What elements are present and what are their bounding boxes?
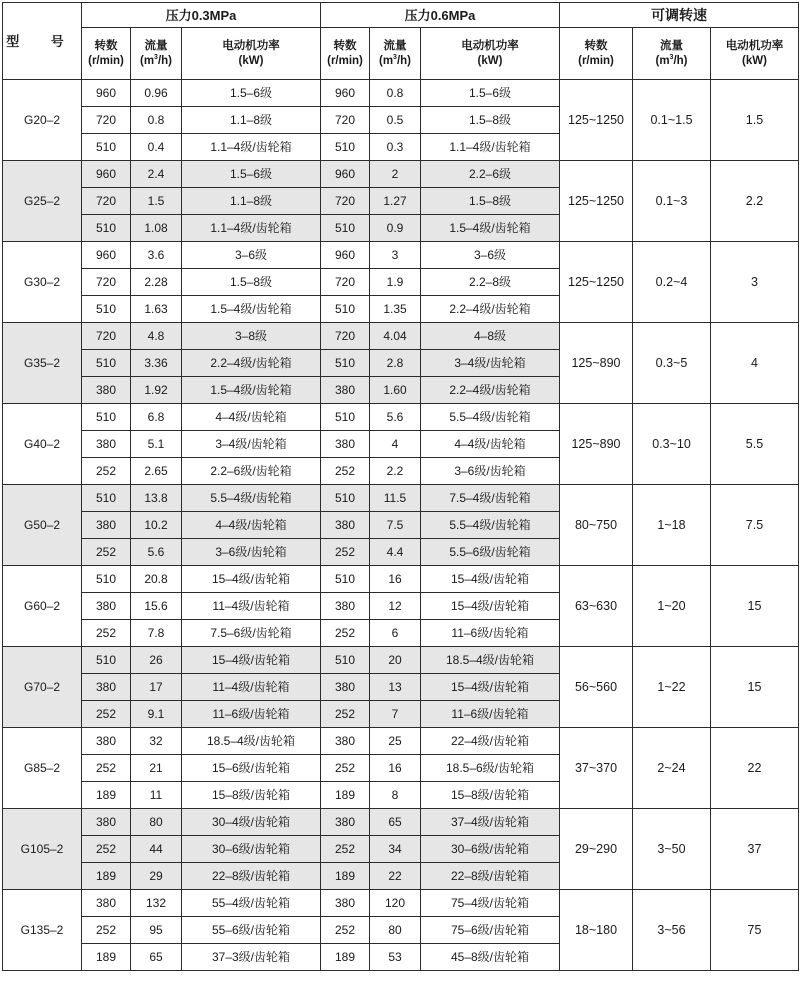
flow-cell: 4.4	[370, 539, 421, 566]
speed-cell: 189	[321, 782, 370, 809]
model-name: G35–2	[3, 323, 82, 404]
motor-power-cell: 22	[711, 728, 799, 809]
speed-cell: 380	[82, 377, 131, 404]
flow-cell: 80	[131, 809, 182, 836]
adjustable-flow-cell: 1~22	[633, 647, 711, 728]
power-cell: 1.5–4级/齿轮箱	[182, 377, 321, 404]
power-cell: 2.2–4级/齿轮箱	[421, 377, 560, 404]
speed-cell: 510	[321, 566, 370, 593]
speed-cell: 960	[82, 80, 131, 107]
speed-cell: 380	[321, 593, 370, 620]
speed-cell: 380	[321, 674, 370, 701]
flow-cell: 0.96	[131, 80, 182, 107]
speed-cell: 189	[82, 863, 131, 890]
flow-cell: 3.36	[131, 350, 182, 377]
adjustable-flow-cell: 1~20	[633, 566, 711, 647]
flow-cell: 6	[370, 620, 421, 647]
flow-cell: 2.4	[131, 161, 182, 188]
power-cell: 11–6级/齿轮箱	[421, 620, 560, 647]
speed-cell: 380	[321, 809, 370, 836]
speed-cell: 720	[321, 269, 370, 296]
adjustable-flow-cell: 0.3~5	[633, 323, 711, 404]
flow-cell: 7.8	[131, 620, 182, 647]
speed-cell: 380	[82, 512, 131, 539]
model-name: G60–2	[3, 566, 82, 647]
power-cell: 1.1–4级/齿轮箱	[421, 134, 560, 161]
speed-cell: 380	[82, 728, 131, 755]
speed-cell: 252	[82, 755, 131, 782]
flow-cell: 11	[131, 782, 182, 809]
model-group	[3, 890, 799, 971]
motor-power-cell: 75	[711, 890, 799, 971]
flow-cell: 5.6	[370, 404, 421, 431]
power-cell: 30–6级/齿轮箱	[421, 836, 560, 863]
flow-cell: 34	[370, 836, 421, 863]
adjustable-speed-cell: 63~630	[560, 566, 633, 647]
flow-header: 流量 $(m^3/h)$	[131, 28, 182, 80]
flow-cell: 9.1	[131, 701, 182, 728]
motor-power-cell: 37	[711, 809, 799, 890]
speed-cell: 960	[321, 161, 370, 188]
adjustable-flow-cell: 0.3~10	[633, 404, 711, 485]
adjustable-flow-cell: 0.1~3	[633, 161, 711, 242]
speed-cell: 720	[321, 107, 370, 134]
speed-cell: 510	[321, 404, 370, 431]
speed-cell: 510	[321, 350, 370, 377]
motor-power-cell: 2.2	[711, 161, 799, 242]
speed-cell: 510	[82, 566, 131, 593]
power-cell: 5.5–4级/齿轮箱	[182, 485, 321, 512]
speed-cell: 380	[321, 377, 370, 404]
pressure-0.6-header: 压力0.6MPa	[321, 3, 560, 28]
speed-cell: 510	[82, 134, 131, 161]
power-cell: 1.1–8级	[182, 188, 321, 215]
speed-cell: 380	[82, 674, 131, 701]
speed-cell: 510	[321, 296, 370, 323]
adjustable-speed-cell: 125~890	[560, 404, 633, 485]
model-column-header: 型 号	[3, 3, 82, 80]
power-cell: 5.5–4级/齿轮箱	[421, 404, 560, 431]
adjustable-speed-cell: 80~750	[560, 485, 633, 566]
flow-cell: 2.28	[131, 269, 182, 296]
flow-cell: 16	[370, 755, 421, 782]
flow-cell: 80	[370, 917, 421, 944]
speed-cell: 380	[321, 728, 370, 755]
model-group	[3, 809, 799, 890]
power-cell: 3–6级	[182, 242, 321, 269]
flow-cell: 32	[131, 728, 182, 755]
power-cell: 4–4级/齿轮箱	[182, 404, 321, 431]
speed-cell: 510	[321, 485, 370, 512]
flow-cell: 26	[131, 647, 182, 674]
power-cell: 15–8级/齿轮箱	[421, 782, 560, 809]
speed-cell: 252	[82, 701, 131, 728]
flow-cell: 12	[370, 593, 421, 620]
flow-cell: 7.5	[370, 512, 421, 539]
flow-cell: 13.8	[131, 485, 182, 512]
model-name: G135–2	[3, 890, 82, 971]
speed-cell: 510	[82, 485, 131, 512]
model-group	[3, 242, 799, 323]
power-cell: 1.1–8级	[182, 107, 321, 134]
motor-power-header: 电动机功率 (kW)	[711, 28, 799, 80]
motor-power-cell: 15	[711, 647, 799, 728]
speed-cell: 252	[321, 917, 370, 944]
power-cell: 45–8级/齿轮箱	[421, 944, 560, 971]
flow-cell: 4.8	[131, 323, 182, 350]
speed-cell: 510	[82, 215, 131, 242]
power-cell: 1.1–4级/齿轮箱	[182, 215, 321, 242]
adjustable-flow-cell: 2~24	[633, 728, 711, 809]
speed-cell: 252	[321, 755, 370, 782]
model-group	[3, 728, 799, 809]
power-cell: 18.5–6级/齿轮箱	[421, 755, 560, 782]
motor-power-cell: 7.5	[711, 485, 799, 566]
model-group	[3, 566, 799, 647]
flow-cell: 1.08	[131, 215, 182, 242]
power-cell: 15–4级/齿轮箱	[182, 647, 321, 674]
power-cell: 30–4级/齿轮箱	[182, 809, 321, 836]
power-cell: 30–6级/齿轮箱	[182, 836, 321, 863]
speed-cell: 720	[82, 107, 131, 134]
speed-cell: 720	[82, 269, 131, 296]
power-cell: 1.1–4级/齿轮箱	[182, 134, 321, 161]
flow-cell: 8	[370, 782, 421, 809]
power-cell: 18.5–4级/齿轮箱	[421, 647, 560, 674]
flow-cell: 132	[131, 890, 182, 917]
flow-cell: 1.9	[370, 269, 421, 296]
flow-cell: 21	[131, 755, 182, 782]
table-row	[3, 890, 799, 917]
power-cell: 3–6级/齿轮箱	[182, 539, 321, 566]
power-cell: 1.5–8级	[182, 269, 321, 296]
speed-cell: 380	[82, 431, 131, 458]
speed-cell: 252	[82, 620, 131, 647]
flow-cell: 1.35	[370, 296, 421, 323]
flow-cell: 2.65	[131, 458, 182, 485]
speed-cell: 510	[82, 647, 131, 674]
flow-cell: 5.6	[131, 539, 182, 566]
power-cell: 15–4级/齿轮箱	[421, 566, 560, 593]
model-name: G85–2	[3, 728, 82, 809]
flow-cell: 95	[131, 917, 182, 944]
flow-cell: 1.92	[131, 377, 182, 404]
power-cell: 2.2–8级	[421, 269, 560, 296]
speed-cell: 720	[82, 323, 131, 350]
speed-cell: 252	[82, 458, 131, 485]
power-cell: 3–4级/齿轮箱	[182, 431, 321, 458]
flow-cell: 44	[131, 836, 182, 863]
speed-cell: 252	[82, 836, 131, 863]
table-row	[3, 566, 799, 593]
speed-cell: 960	[82, 242, 131, 269]
flow-cell: 3	[370, 242, 421, 269]
speed-cell: 510	[321, 215, 370, 242]
power-cell: 22–8级/齿轮箱	[182, 863, 321, 890]
power-cell: 11–6级/齿轮箱	[182, 701, 321, 728]
power-cell: 75–4级/齿轮箱	[421, 890, 560, 917]
table-row	[3, 242, 799, 269]
pressure-0.3-header: 压力0.3MPa	[82, 3, 321, 28]
table-row	[3, 728, 799, 755]
adjustable-flow-cell: 3~56	[633, 890, 711, 971]
flow-cell: 11.5	[370, 485, 421, 512]
speed-cell: 252	[82, 917, 131, 944]
motor-power-cell: 5.5	[711, 404, 799, 485]
power-cell: 11–4级/齿轮箱	[182, 674, 321, 701]
speed-cell: 960	[82, 161, 131, 188]
power-cell: 55–6级/齿轮箱	[182, 917, 321, 944]
power-cell: 7.5–6级/齿轮箱	[182, 620, 321, 647]
flow-header: 流量 $(m^3/h)$	[633, 28, 711, 80]
power-cell: 15–4级/齿轮箱	[421, 593, 560, 620]
table-row	[3, 404, 799, 431]
speed-cell: 252	[321, 701, 370, 728]
flow-unit: $(m^3/h)$	[655, 53, 688, 67]
model-group	[3, 647, 799, 728]
adjustable-speed-cell: 125~1250	[560, 242, 633, 323]
speed-cell: 380	[82, 890, 131, 917]
speed-cell: 720	[321, 323, 370, 350]
power-cell: 5.5–4级/齿轮箱	[421, 512, 560, 539]
model-group	[3, 80, 799, 161]
adjustable-flow-cell: 1~18	[633, 485, 711, 566]
model-name: G50–2	[3, 485, 82, 566]
speed-header: 转数 (r/min)	[560, 28, 633, 80]
flow-cell: 29	[131, 863, 182, 890]
power-cell: 1.5–8级	[421, 188, 560, 215]
power-cell: 2.2–6级/齿轮箱	[182, 458, 321, 485]
adjustable-speed-cell: 125~1250	[560, 161, 633, 242]
table-row	[3, 323, 799, 350]
speed-cell: 380	[82, 809, 131, 836]
model-group	[3, 161, 799, 242]
model-name: G20–2	[3, 80, 82, 161]
power-header: 电动机功率 (kW)	[182, 28, 321, 80]
speed-cell: 189	[321, 944, 370, 971]
flow-unit: $(m^3/h)$	[139, 53, 173, 67]
speed-cell: 720	[321, 188, 370, 215]
flow-cell: 4	[370, 431, 421, 458]
adjustable-speed-cell: 29~290	[560, 809, 633, 890]
flow-cell: 2.2	[370, 458, 421, 485]
flow-cell: 10.2	[131, 512, 182, 539]
power-cell: 4–8级	[421, 323, 560, 350]
power-cell: 1.5–6级	[182, 80, 321, 107]
adjustable-speed-cell: 56~560	[560, 647, 633, 728]
power-cell: 15–8级/齿轮箱	[182, 782, 321, 809]
speed-cell: 380	[321, 890, 370, 917]
speed-cell: 960	[321, 80, 370, 107]
motor-power-cell: 3	[711, 242, 799, 323]
flow-cell: 6.8	[131, 404, 182, 431]
speed-cell: 252	[321, 539, 370, 566]
flow-cell: 0.3	[370, 134, 421, 161]
model-name: G105–2	[3, 809, 82, 890]
speed-cell: 189	[82, 944, 131, 971]
model-group	[3, 323, 799, 404]
speed-cell: 252	[321, 458, 370, 485]
speed-header: 转数 (r/min)	[321, 28, 370, 80]
power-cell: 11–4级/齿轮箱	[182, 593, 321, 620]
power-cell: 1.5–8级	[421, 107, 560, 134]
flow-cell: 20	[370, 647, 421, 674]
power-cell: 15–4级/齿轮箱	[182, 566, 321, 593]
power-cell: 1.5–6级	[421, 80, 560, 107]
speed-cell: 510	[321, 134, 370, 161]
speed-cell: 380	[321, 512, 370, 539]
model-name: G25–2	[3, 161, 82, 242]
power-cell: 11–6级/齿轮箱	[421, 701, 560, 728]
table-row	[3, 485, 799, 512]
flow-cell: 1.63	[131, 296, 182, 323]
speed-cell: 720	[82, 188, 131, 215]
flow-cell: 2.8	[370, 350, 421, 377]
flow-cell: 17	[131, 674, 182, 701]
speed-cell: 510	[321, 647, 370, 674]
power-cell: 2.2–4级/齿轮箱	[182, 350, 321, 377]
power-cell: 3–4级/齿轮箱	[421, 350, 560, 377]
power-cell: 15–6级/齿轮箱	[182, 755, 321, 782]
flow-cell: 5.1	[131, 431, 182, 458]
model-name: G30–2	[3, 242, 82, 323]
power-cell: 37–3级/齿轮箱	[182, 944, 321, 971]
adjustable-flow-cell: 3~50	[633, 809, 711, 890]
flow-cell: 25	[370, 728, 421, 755]
adjustable-speed-cell: 125~890	[560, 323, 633, 404]
speed-cell: 380	[321, 431, 370, 458]
model-name: G70–2	[3, 647, 82, 728]
adjustable-speed-header: 可调转速	[560, 3, 799, 28]
flow-cell: 65	[370, 809, 421, 836]
flow-cell: 1.60	[370, 377, 421, 404]
power-cell: 15–4级/齿轮箱	[421, 674, 560, 701]
flow-header: 流量 $(m^3/h)$	[370, 28, 421, 80]
adjustable-flow-cell: 0.1~1.5	[633, 80, 711, 161]
power-cell: 5.5–6级/齿轮箱	[421, 539, 560, 566]
power-cell: 22–4级/齿轮箱	[421, 728, 560, 755]
flow-cell: 1.5	[131, 188, 182, 215]
power-cell: 1.5–4级/齿轮箱	[421, 215, 560, 242]
flow-cell: 16	[370, 566, 421, 593]
table-row	[3, 809, 799, 836]
flow-cell: 3.6	[131, 242, 182, 269]
flow-cell: 4.04	[370, 323, 421, 350]
flow-cell: 7	[370, 701, 421, 728]
flow-cell: 0.8	[370, 80, 421, 107]
table-row	[3, 647, 799, 674]
speed-cell: 189	[321, 863, 370, 890]
power-cell: 37–4级/齿轮箱	[421, 809, 560, 836]
flow-unit: $(m^3/h)$	[378, 53, 412, 67]
power-cell: 1.5–6级	[182, 161, 321, 188]
power-cell: 2.2–6级	[421, 161, 560, 188]
table-row	[3, 161, 799, 188]
motor-power-cell: 1.5	[711, 80, 799, 161]
power-cell: 18.5–4级/齿轮箱	[182, 728, 321, 755]
speed-cell: 252	[321, 836, 370, 863]
power-cell: 3–6级/齿轮箱	[421, 458, 560, 485]
power-cell: 1.5–4级/齿轮箱	[182, 296, 321, 323]
power-cell: 3–6级	[421, 242, 560, 269]
power-cell: 75–6级/齿轮箱	[421, 917, 560, 944]
power-cell: 4–4级/齿轮箱	[182, 512, 321, 539]
motor-power-cell: 4	[711, 323, 799, 404]
power-cell: 7.5–4级/齿轮箱	[421, 485, 560, 512]
speed-cell: 252	[82, 539, 131, 566]
table-row	[3, 80, 799, 107]
pump-spec-table	[2, 2, 799, 971]
power-cell: 2.2–4级/齿轮箱	[421, 296, 560, 323]
speed-cell: 510	[82, 350, 131, 377]
adjustable-speed-cell: 125~1250	[560, 80, 633, 161]
power-cell: 22–8级/齿轮箱	[421, 863, 560, 890]
power-cell: 3–8级	[182, 323, 321, 350]
flow-cell: 0.9	[370, 215, 421, 242]
power-cell: 55–4级/齿轮箱	[182, 890, 321, 917]
flow-cell: 1.27	[370, 188, 421, 215]
adjustable-speed-cell: 18~180	[560, 890, 633, 971]
model-group	[3, 404, 799, 485]
flow-cell: 65	[131, 944, 182, 971]
adjustable-speed-cell: 37~370	[560, 728, 633, 809]
speed-cell: 252	[321, 620, 370, 647]
flow-cell: 2	[370, 161, 421, 188]
flow-cell: 13	[370, 674, 421, 701]
flow-cell: 0.4	[131, 134, 182, 161]
flow-cell: 22	[370, 863, 421, 890]
speed-cell: 510	[82, 296, 131, 323]
flow-cell: 0.5	[370, 107, 421, 134]
flow-cell: 20.8	[131, 566, 182, 593]
motor-power-cell: 15	[711, 566, 799, 647]
power-cell: 4–4级/齿轮箱	[421, 431, 560, 458]
flow-cell: 120	[370, 890, 421, 917]
speed-cell: 189	[82, 782, 131, 809]
speed-cell: 380	[82, 593, 131, 620]
model-name: G40–2	[3, 404, 82, 485]
speed-cell: 960	[321, 242, 370, 269]
speed-cell: 510	[82, 404, 131, 431]
adjustable-flow-cell: 0.2~4	[633, 242, 711, 323]
model-group	[3, 485, 799, 566]
speed-header: 转数 (r/min)	[82, 28, 131, 80]
flow-cell: 53	[370, 944, 421, 971]
flow-cell: 15.6	[131, 593, 182, 620]
power-header: 电动机功率 (kW)	[421, 28, 560, 80]
flow-cell: 0.8	[131, 107, 182, 134]
